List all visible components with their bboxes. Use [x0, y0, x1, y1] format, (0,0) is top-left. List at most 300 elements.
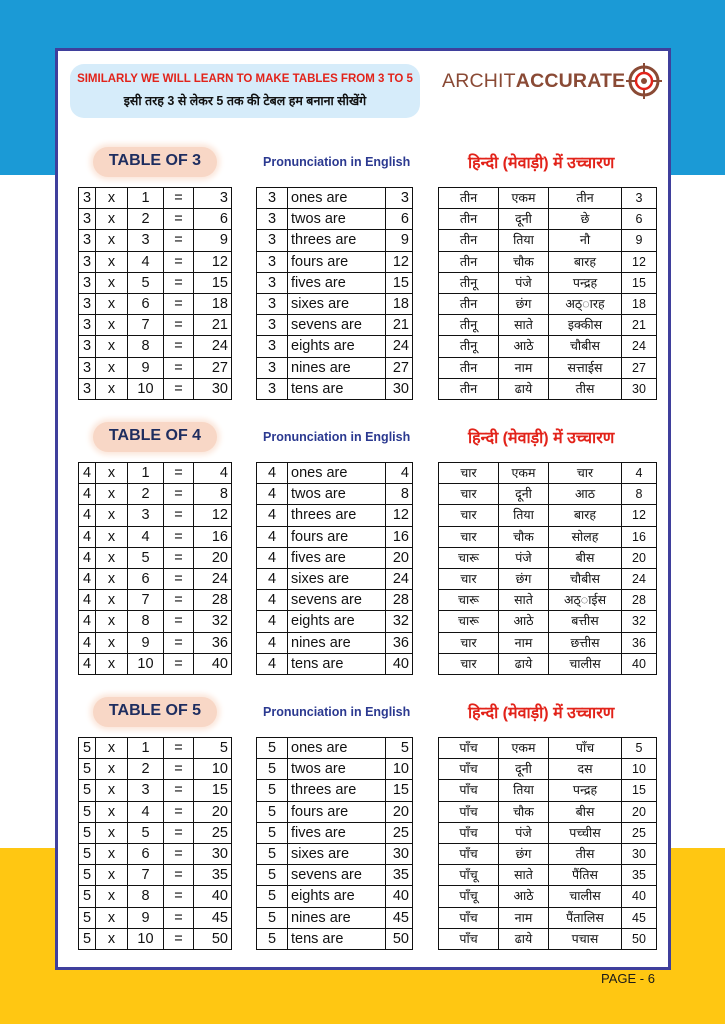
- base-number: 5: [257, 759, 288, 780]
- product: 32: [386, 611, 413, 632]
- header-title-hindi: इसी तरह 3 से लेकर 5 तक की टेबल हम बनाना सीखेंगे: [123, 94, 367, 108]
- product: 8: [622, 484, 657, 505]
- equals-sign: =: [164, 251, 194, 272]
- hindi-result-word: नौ: [549, 230, 622, 251]
- hindi-base-word: चार: [439, 526, 499, 547]
- table-row: [439, 526, 657, 547]
- pronunciation-words: fours are: [288, 251, 386, 272]
- product: 16: [194, 526, 232, 547]
- hindi-result-word: पन्द्रह: [549, 780, 622, 801]
- hindi-multiplier-word: ढाये: [499, 653, 549, 674]
- multiplication-table: [78, 737, 232, 950]
- hindi-base-word: चार: [439, 505, 499, 526]
- table-row: [257, 230, 413, 251]
- pronunciation-words: sevens are: [288, 315, 386, 336]
- table-row: [79, 822, 232, 843]
- base-number: 3: [79, 336, 96, 357]
- hindi-base-word: तीन: [439, 357, 499, 378]
- hindi-multiplier-word: आठे: [499, 611, 549, 632]
- product: 35: [386, 865, 413, 886]
- equals-sign: =: [164, 611, 194, 632]
- table-row: [79, 886, 232, 907]
- product: 16: [386, 526, 413, 547]
- product: 9: [622, 230, 657, 251]
- base-number: 3: [257, 230, 288, 251]
- product: 21: [194, 315, 232, 336]
- times-sign: x: [96, 886, 128, 907]
- table-title-pill: [93, 147, 217, 177]
- header-title-english: SIMILARLY WE WILL LEARN TO MAKE TABLES FROM 3 TO 5: [77, 73, 413, 85]
- table-title-pill: [93, 422, 217, 452]
- times-sign: x: [96, 568, 128, 589]
- base-number: 4: [257, 632, 288, 653]
- product: 10: [386, 759, 413, 780]
- multiplier: 3: [128, 505, 164, 526]
- table-row: [439, 928, 657, 949]
- table-row: [257, 865, 413, 886]
- pronunciation-words: tens are: [288, 378, 386, 399]
- base-number: 4: [257, 653, 288, 674]
- hindi-multiplier-word: छंग: [499, 568, 549, 589]
- table-row: [439, 759, 657, 780]
- base-number: 3: [79, 209, 96, 230]
- base-number: 4: [79, 632, 96, 653]
- hindi-multiplier-word: तिया: [499, 505, 549, 526]
- product: 3: [194, 188, 232, 209]
- product: 36: [386, 632, 413, 653]
- hindi-multiplier-word: छंग: [499, 293, 549, 314]
- hindi-multiplier-word: नाम: [499, 907, 549, 928]
- equals-sign: =: [164, 505, 194, 526]
- multiplier: 10: [128, 653, 164, 674]
- hindi-base-word: तीनू: [439, 272, 499, 293]
- base-number: 5: [257, 928, 288, 949]
- table-title: TABLE OF 5: [108, 702, 202, 719]
- table-row: [79, 357, 232, 378]
- table-row: [439, 484, 657, 505]
- hindi-multiplier-word: आठे: [499, 336, 549, 357]
- equals-sign: =: [164, 865, 194, 886]
- table-row: [257, 632, 413, 653]
- hindi-base-word: चार: [439, 484, 499, 505]
- equals-sign: =: [164, 293, 194, 314]
- base-number: 3: [257, 209, 288, 230]
- product: 4: [622, 463, 657, 484]
- pronunciation-words: tens are: [288, 653, 386, 674]
- hindi-base-word: चारू: [439, 547, 499, 568]
- hindi-base-word: तीन: [439, 209, 499, 230]
- times-sign: x: [96, 780, 128, 801]
- table-row: [257, 505, 413, 526]
- multiplier: 4: [128, 801, 164, 822]
- table-row: [79, 526, 232, 547]
- base-number: 5: [257, 907, 288, 928]
- base-number: 3: [79, 315, 96, 336]
- table-title-pill: [93, 697, 217, 727]
- hindi-result-word: पचास: [549, 928, 622, 949]
- product: 30: [386, 843, 413, 864]
- table-row: [257, 272, 413, 293]
- equals-sign: =: [164, 843, 194, 864]
- table-row: [79, 251, 232, 272]
- table-row: [79, 653, 232, 674]
- times-sign: x: [96, 759, 128, 780]
- multiplier: 7: [128, 315, 164, 336]
- times-sign: x: [96, 801, 128, 822]
- hindi-base-word: तीन: [439, 188, 499, 209]
- base-number: 4: [257, 484, 288, 505]
- times-sign: x: [96, 865, 128, 886]
- hindi-multiplier-word: तिया: [499, 230, 549, 251]
- base-number: 4: [257, 568, 288, 589]
- pronunciation-words: sixes are: [288, 843, 386, 864]
- multiplier: 6: [128, 568, 164, 589]
- hindi-base-word: पाँच: [439, 822, 499, 843]
- product: 24: [386, 568, 413, 589]
- equals-sign: =: [164, 780, 194, 801]
- equals-sign: =: [164, 526, 194, 547]
- hindi-multiplier-word: आठे: [499, 886, 549, 907]
- base-number: 4: [257, 463, 288, 484]
- product: 20: [622, 547, 657, 568]
- hindi-multiplier-word: पंजे: [499, 272, 549, 293]
- product: 21: [386, 315, 413, 336]
- pronunciation-words: nines are: [288, 632, 386, 653]
- table-row: [439, 230, 657, 251]
- multiplier: 10: [128, 378, 164, 399]
- product: 30: [622, 843, 657, 864]
- product: 24: [194, 568, 232, 589]
- product: 30: [386, 378, 413, 399]
- product: 18: [386, 293, 413, 314]
- table-row: [439, 780, 657, 801]
- product: 30: [194, 378, 232, 399]
- table-row: [439, 547, 657, 568]
- table-row: [79, 843, 232, 864]
- table-row: [79, 463, 232, 484]
- multiplier: 2: [128, 484, 164, 505]
- table-row: [439, 251, 657, 272]
- table-row: [257, 759, 413, 780]
- english-pronunciation-table: [256, 462, 413, 675]
- table-row: [79, 230, 232, 251]
- hindi-multiplier-word: साते: [499, 590, 549, 611]
- base-number: 4: [79, 653, 96, 674]
- equals-sign: =: [164, 801, 194, 822]
- table-row: [79, 611, 232, 632]
- base-number: 3: [79, 357, 96, 378]
- equals-sign: =: [164, 315, 194, 336]
- base-number: 3: [257, 293, 288, 314]
- hindi-result-word: सत्ताईस: [549, 357, 622, 378]
- hindi-base-word: तीन: [439, 293, 499, 314]
- equals-sign: =: [164, 484, 194, 505]
- hindi-result-word: पाँच: [549, 738, 622, 759]
- hindi-multiplier-word: चौक: [499, 251, 549, 272]
- hindi-base-word: पाँच: [439, 907, 499, 928]
- product: 20: [386, 801, 413, 822]
- product: 9: [386, 230, 413, 251]
- pronunciation-words: threes are: [288, 505, 386, 526]
- hindi-multiplier-word: दूनी: [499, 484, 549, 505]
- table-row: [257, 738, 413, 759]
- product: 20: [622, 801, 657, 822]
- hindi-result-word: बीस: [549, 801, 622, 822]
- base-number: 3: [257, 357, 288, 378]
- product: 28: [386, 590, 413, 611]
- base-number: 5: [257, 738, 288, 759]
- hindi-base-word: तीन: [439, 251, 499, 272]
- hindi-base-word: पाँच: [439, 928, 499, 949]
- product: 15: [194, 272, 232, 293]
- product: 16: [622, 526, 657, 547]
- product: 12: [622, 505, 657, 526]
- product: 36: [194, 632, 232, 653]
- table-row: [439, 336, 657, 357]
- product: 12: [194, 251, 232, 272]
- brand-logo: [442, 63, 662, 99]
- hindi-base-word: पाँच: [439, 759, 499, 780]
- product: 25: [622, 822, 657, 843]
- hindi-result-word: तीस: [549, 843, 622, 864]
- table-row: [257, 801, 413, 822]
- hindi-pronunciation-table: [438, 462, 657, 675]
- equals-sign: =: [164, 547, 194, 568]
- base-number: 4: [257, 505, 288, 526]
- table-row: [257, 928, 413, 949]
- times-sign: x: [96, 505, 128, 526]
- hindi-base-word: पाँच: [439, 780, 499, 801]
- multiplier: 2: [128, 209, 164, 230]
- base-number: 5: [257, 886, 288, 907]
- hindi-result-word: छत्तीस: [549, 632, 622, 653]
- equals-sign: =: [164, 188, 194, 209]
- product: 24: [386, 336, 413, 357]
- product: 28: [622, 590, 657, 611]
- hindi-multiplier-word: साते: [499, 865, 549, 886]
- base-number: 3: [79, 272, 96, 293]
- header-banner: [70, 64, 420, 118]
- table-row: [439, 822, 657, 843]
- product: 18: [622, 293, 657, 314]
- base-number: 5: [257, 865, 288, 886]
- section-table-4: [58, 422, 674, 690]
- product: 3: [386, 188, 413, 209]
- hindi-result-word: छे: [549, 209, 622, 230]
- table-row: [79, 293, 232, 314]
- hindi-result-word: आठ: [549, 484, 622, 505]
- table-row: [79, 865, 232, 886]
- multiplier: 9: [128, 907, 164, 928]
- base-number: 4: [79, 568, 96, 589]
- table-row: [439, 357, 657, 378]
- times-sign: x: [96, 611, 128, 632]
- product: 21: [622, 315, 657, 336]
- pronunciation-words: sevens are: [288, 865, 386, 886]
- pronunciation-words: ones are: [288, 738, 386, 759]
- hindi-base-word: तीनू: [439, 315, 499, 336]
- hindi-base-word: तीन: [439, 230, 499, 251]
- table-row: [439, 188, 657, 209]
- product: 40: [622, 886, 657, 907]
- product: 20: [194, 801, 232, 822]
- multiplier: 8: [128, 336, 164, 357]
- hindi-base-word: तीनू: [439, 336, 499, 357]
- table-row: [439, 315, 657, 336]
- times-sign: x: [96, 653, 128, 674]
- pronunciation-heading: Pronunciation in English: [263, 430, 411, 444]
- pronunciation-words: nines are: [288, 907, 386, 928]
- pronunciation-words: ones are: [288, 188, 386, 209]
- product: 27: [194, 357, 232, 378]
- multiplier: 7: [128, 865, 164, 886]
- product: 12: [386, 251, 413, 272]
- base-number: 5: [79, 759, 96, 780]
- pronunciation-words: tens are: [288, 928, 386, 949]
- times-sign: x: [96, 188, 128, 209]
- hindi-multiplier-word: साते: [499, 315, 549, 336]
- base-number: 3: [257, 272, 288, 293]
- equals-sign: =: [164, 230, 194, 251]
- table-row: [257, 188, 413, 209]
- product: 30: [622, 378, 657, 399]
- pronunciation-words: twos are: [288, 759, 386, 780]
- product: 35: [194, 865, 232, 886]
- multiplier: 9: [128, 357, 164, 378]
- hindi-result-word: बारह: [549, 505, 622, 526]
- hindi-pronunciation-heading: हिन्दी (मेवाड़ी) में उच्चारण: [468, 430, 615, 447]
- table-row: [439, 505, 657, 526]
- multiplier: 2: [128, 759, 164, 780]
- hindi-multiplier-word: दूनी: [499, 209, 549, 230]
- table-row: [79, 484, 232, 505]
- product: 40: [386, 886, 413, 907]
- product: 4: [386, 463, 413, 484]
- table-row: [79, 738, 232, 759]
- section-table-5: [58, 697, 674, 965]
- table-row: [439, 801, 657, 822]
- base-number: 4: [257, 611, 288, 632]
- base-number: 4: [79, 526, 96, 547]
- multiplier: 1: [128, 188, 164, 209]
- multiplier: 3: [128, 780, 164, 801]
- table-row: [79, 336, 232, 357]
- table-row: [79, 632, 232, 653]
- pronunciation-words: sixes are: [288, 568, 386, 589]
- product: 32: [194, 611, 232, 632]
- hindi-multiplier-word: छंग: [499, 843, 549, 864]
- times-sign: x: [96, 738, 128, 759]
- times-sign: x: [96, 293, 128, 314]
- product: 12: [386, 505, 413, 526]
- product: 3: [622, 188, 657, 209]
- hindi-base-word: चारू: [439, 590, 499, 611]
- pronunciation-heading: Pronunciation in English: [263, 705, 411, 719]
- times-sign: x: [96, 907, 128, 928]
- product: 5: [194, 738, 232, 759]
- pronunciation-words: fives are: [288, 822, 386, 843]
- hindi-result-word: इक्कीस: [549, 315, 622, 336]
- base-number: 4: [257, 526, 288, 547]
- table-row: [257, 822, 413, 843]
- times-sign: x: [96, 928, 128, 949]
- logo-wordmark: [442, 70, 625, 93]
- hindi-base-word: पाँचू: [439, 886, 499, 907]
- hindi-result-word: चालीस: [549, 886, 622, 907]
- base-number: 3: [79, 378, 96, 399]
- table-row: [79, 590, 232, 611]
- product: 45: [386, 907, 413, 928]
- hindi-base-word: चार: [439, 632, 499, 653]
- table-row: [257, 209, 413, 230]
- table-row: [257, 336, 413, 357]
- pronunciation-words: ones are: [288, 463, 386, 484]
- table-row: [257, 547, 413, 568]
- equals-sign: =: [164, 632, 194, 653]
- hindi-multiplier-word: पंजे: [499, 822, 549, 843]
- times-sign: x: [96, 590, 128, 611]
- product: 4: [194, 463, 232, 484]
- table-row: [257, 780, 413, 801]
- hindi-base-word: चार: [439, 463, 499, 484]
- table-row: [257, 526, 413, 547]
- base-number: 3: [257, 251, 288, 272]
- page-number: PAGE - 6: [601, 971, 655, 986]
- product: 9: [194, 230, 232, 251]
- english-pronunciation-table: [256, 737, 413, 950]
- times-sign: x: [96, 547, 128, 568]
- target-crosshair-icon: [626, 63, 662, 99]
- equals-sign: =: [164, 759, 194, 780]
- multiplier: 1: [128, 738, 164, 759]
- table-row: [257, 590, 413, 611]
- hindi-result-word: पच्चीस: [549, 822, 622, 843]
- base-number: 3: [257, 188, 288, 209]
- hindi-result-word: चौबीस: [549, 336, 622, 357]
- hindi-base-word: चार: [439, 653, 499, 674]
- product: 12: [194, 505, 232, 526]
- multiplier: 8: [128, 611, 164, 632]
- times-sign: x: [96, 209, 128, 230]
- hindi-result-word: अठ्ारह: [549, 293, 622, 314]
- table-row: [79, 780, 232, 801]
- product: 20: [194, 547, 232, 568]
- product: 45: [194, 907, 232, 928]
- multiplier: 10: [128, 928, 164, 949]
- hindi-multiplier-word: तिया: [499, 780, 549, 801]
- hindi-base-word: पाँच: [439, 843, 499, 864]
- hindi-base-word: पाँचू: [439, 865, 499, 886]
- pronunciation-words: fives are: [288, 547, 386, 568]
- times-sign: x: [96, 315, 128, 336]
- pronunciation-words: fours are: [288, 526, 386, 547]
- multiplier: 4: [128, 251, 164, 272]
- table-row: [439, 907, 657, 928]
- times-sign: x: [96, 357, 128, 378]
- product: 24: [622, 336, 657, 357]
- times-sign: x: [96, 463, 128, 484]
- base-number: 5: [257, 780, 288, 801]
- multiplier: 6: [128, 843, 164, 864]
- product: 10: [194, 759, 232, 780]
- english-pronunciation-table: [256, 187, 413, 400]
- equals-sign: =: [164, 272, 194, 293]
- base-number: 5: [79, 886, 96, 907]
- base-number: 5: [79, 843, 96, 864]
- times-sign: x: [96, 378, 128, 399]
- product: 50: [622, 928, 657, 949]
- base-number: 4: [79, 611, 96, 632]
